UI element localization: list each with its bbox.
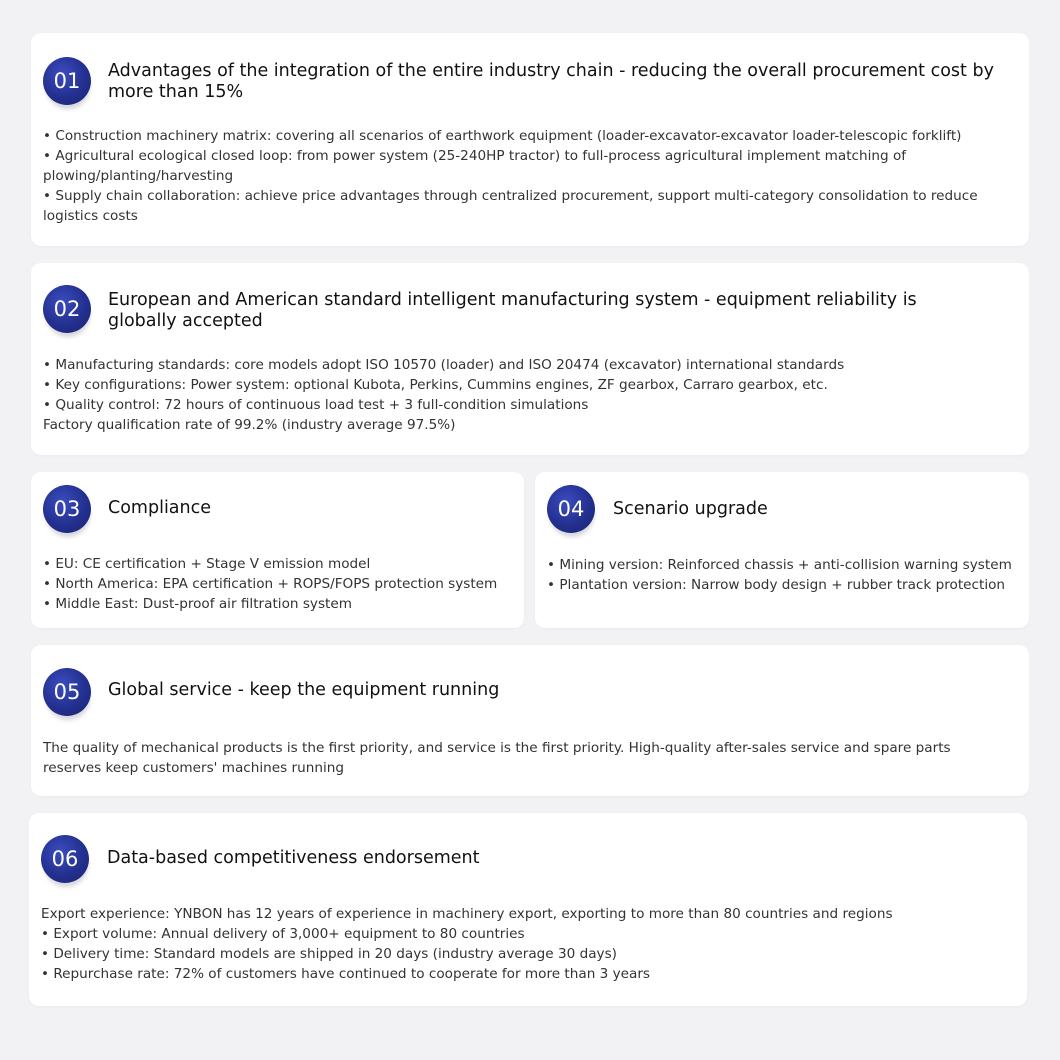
- section-body: [41, 904, 893, 984]
- section-title: Compliance: [108, 498, 212, 518]
- body-line: • North America: EPA certification + ROPS/FOPS protection system: [43, 576, 498, 592]
- section-card-04: [535, 472, 1029, 628]
- body-line: • EU: CE certification + Stage V emission model: [43, 556, 371, 572]
- body-line: • Plantation version: Narrow body design + rubber track protection: [547, 577, 1006, 593]
- body-line: Factory qualification rate of 99.2% (industry average 97.5%): [43, 417, 456, 433]
- section-number-badge: 02: [43, 285, 91, 333]
- body-line: • Construction machinery matrix: covering all scenarios of earthwork equipment (loader-excavator-excavator loader-telescopic forklift): [43, 128, 962, 144]
- section-number-badge: 03: [43, 485, 91, 533]
- section-body: [43, 554, 497, 614]
- body-line: The quality of mechanical products is the first priority, and service is the first priority. High-quality after-sales service and spare parts: [43, 740, 951, 756]
- section-body: [43, 355, 844, 435]
- body-line: • Agricultural ecological closed loop: from power system (25-240HP tractor) to full-process agricultural implement matching of: [43, 148, 907, 164]
- section-title: Advantages of the integration of the entire industry chain - reducing the overall procurement cost by more than 15%: [108, 61, 994, 102]
- body-line: • Middle East: Dust-proof air filtration system: [43, 596, 352, 612]
- section-card-01: [31, 33, 1029, 246]
- body-line: reserves keep customers' machines running: [43, 760, 344, 776]
- body-line: logistics costs: [43, 208, 138, 224]
- section-title: Global service - keep the equipment running: [108, 680, 500, 700]
- section-card-05: [31, 645, 1029, 796]
- section-number-badge: 01: [43, 57, 91, 105]
- body-line: • Quality control: 72 hours of continuous load test + 3 full-condition simulations: [43, 397, 589, 413]
- section-body: [547, 555, 1012, 595]
- section-number-badge: 04: [547, 485, 595, 533]
- body-line: • Export volume: Annual delivery of 3,000+ equipment to 80 countries: [41, 926, 525, 942]
- body-line: • Mining version: Reinforced chassis + anti-collision warning system: [547, 557, 1012, 573]
- body-line: • Delivery time: Standard models are shipped in 20 days (industry average 30 days): [41, 946, 617, 962]
- body-line: • Supply chain collaboration: achieve price advantages through centralized procurement, support multi-category consolidation to reduce: [43, 188, 978, 204]
- section-card-06: [29, 813, 1027, 1006]
- body-line: • Key configurations: Power system: optional Kubota, Perkins, Cummins engines, ZF gearbox, Carraro gearbox, etc.: [43, 377, 828, 393]
- section-title: Scenario upgrade: [613, 499, 768, 519]
- section-number-badge: 06: [41, 835, 89, 883]
- section-body: [43, 738, 951, 778]
- body-line: • Repurchase rate: 72% of customers have continued to cooperate for more than 3 years: [41, 966, 651, 982]
- section-number-badge: 05: [43, 668, 91, 716]
- body-line: • Manufacturing standards: core models adopt ISO 10570 (loader) and ISO 20474 (excavator) international standards: [43, 357, 845, 373]
- section-body: [43, 126, 978, 226]
- section-card-03: [31, 472, 524, 628]
- section-title: European and American standard intelligent manufacturing system - equipment reliability is globally accepted: [108, 290, 917, 331]
- body-line: plowing/planting/harvesting: [43, 168, 234, 184]
- section-card-02: [31, 263, 1029, 455]
- section-title: Data-based competitiveness endorsement: [107, 848, 480, 868]
- body-line: Export experience: YNBON has 12 years of experience in machinery export, exporting to more than 80 countries and regions: [41, 906, 893, 922]
